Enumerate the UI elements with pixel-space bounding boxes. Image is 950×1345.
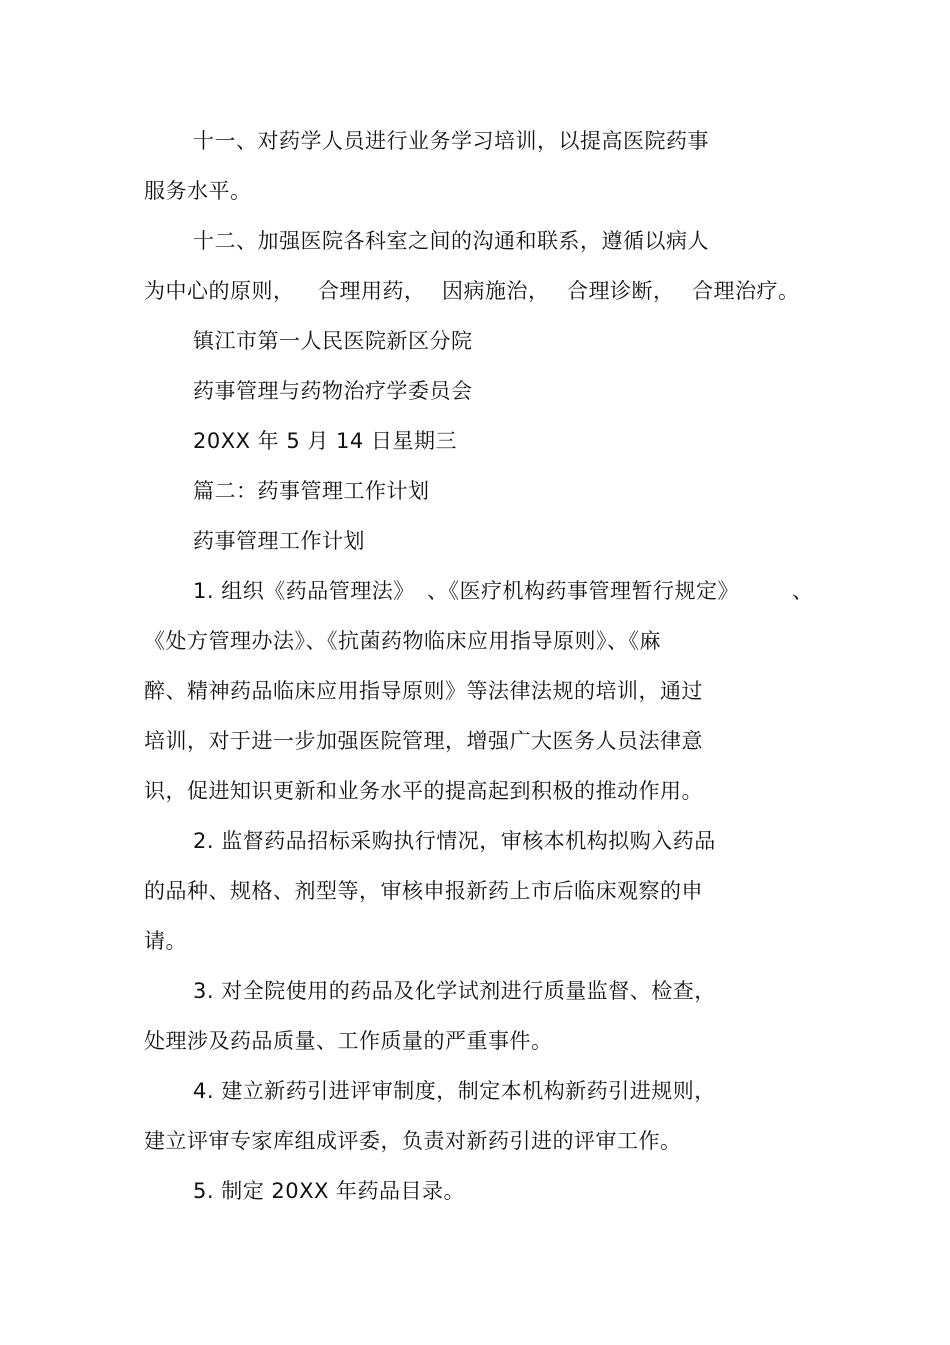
paragraph-12-segment-4: 合理诊断， xyxy=(567,279,675,303)
organization-name: 镇江市第一人民医院新区分院 xyxy=(193,329,473,353)
document-title: 药事管理工作计划 xyxy=(193,529,365,553)
document-date: 20XX 年 5 月 14 日星期三 xyxy=(193,429,457,453)
paragraph-12-segment-3: 因病施治， xyxy=(442,279,550,303)
section-heading: 篇二：药事管理工作计划 xyxy=(193,479,430,503)
item-3-line-1: 3. 对全院使用的药品及化学试剂进行质量监督、检查， xyxy=(193,979,716,1003)
paragraph-12-segment-2: 合理用药， xyxy=(318,279,426,303)
item-2-line-2: 的品种、规格、剂型等，审核申报新药上市后临床观察的申 xyxy=(144,879,703,903)
item-1-line-3: 醉、精神药品临床应用指导原则》等法律法规的培训，通过 xyxy=(144,679,703,703)
item-4-line-1: 4. 建立新药引进评审制度，制定本机构新药引进规则， xyxy=(193,1079,716,1103)
item-4-line-2: 建立评审专家库组成评委，负责对新药引进的评审工作。 xyxy=(144,1129,682,1153)
item-1-line-5: 识，促进知识更新和业务水平的提高起到积极的推动作用。 xyxy=(144,779,703,803)
item-5-line-1: 5. 制定 20XX 年药品目录。 xyxy=(193,1179,466,1203)
paragraph-11-line-2: 服务水平。 xyxy=(144,179,252,203)
item-3-line-2: 处理涉及药品质量、工作质量的严重事件。 xyxy=(144,1029,553,1053)
item-1-segment-3: 、 xyxy=(792,579,814,603)
item-1-line-4: 培训，对于进一步加强医院管理，增强广大医务人员法律意 xyxy=(144,729,703,753)
paragraph-12-segment-1: 为中心的原则， xyxy=(144,279,295,303)
item-1-line-2: 《处方管理办法》、《抗菌药物临床应用指导原则》、《麻 xyxy=(144,629,661,653)
item-2-line-3: 请。 xyxy=(144,929,187,953)
committee-name: 药事管理与药物治疗学委员会 xyxy=(193,379,473,403)
paragraph-12-line-1: 十二、加强医院各科室之间的沟通和联系，遵循以病人 xyxy=(193,229,709,253)
paragraph-11-line-1: 十一、对药学人员进行业务学习培训，以提高医院药事 xyxy=(193,129,709,153)
item-1-segment-1: 1. 组织《药品管理法》 xyxy=(193,579,415,603)
item-1-segment-2: 、《医疗机构药事管理暂行规定》 xyxy=(427,579,739,603)
paragraph-12-segment-5: 合理治疗。 xyxy=(692,279,800,303)
item-2-line-1: 2. 监督药品招标采购执行情况，审核本机构拟购入药品 xyxy=(193,829,716,853)
